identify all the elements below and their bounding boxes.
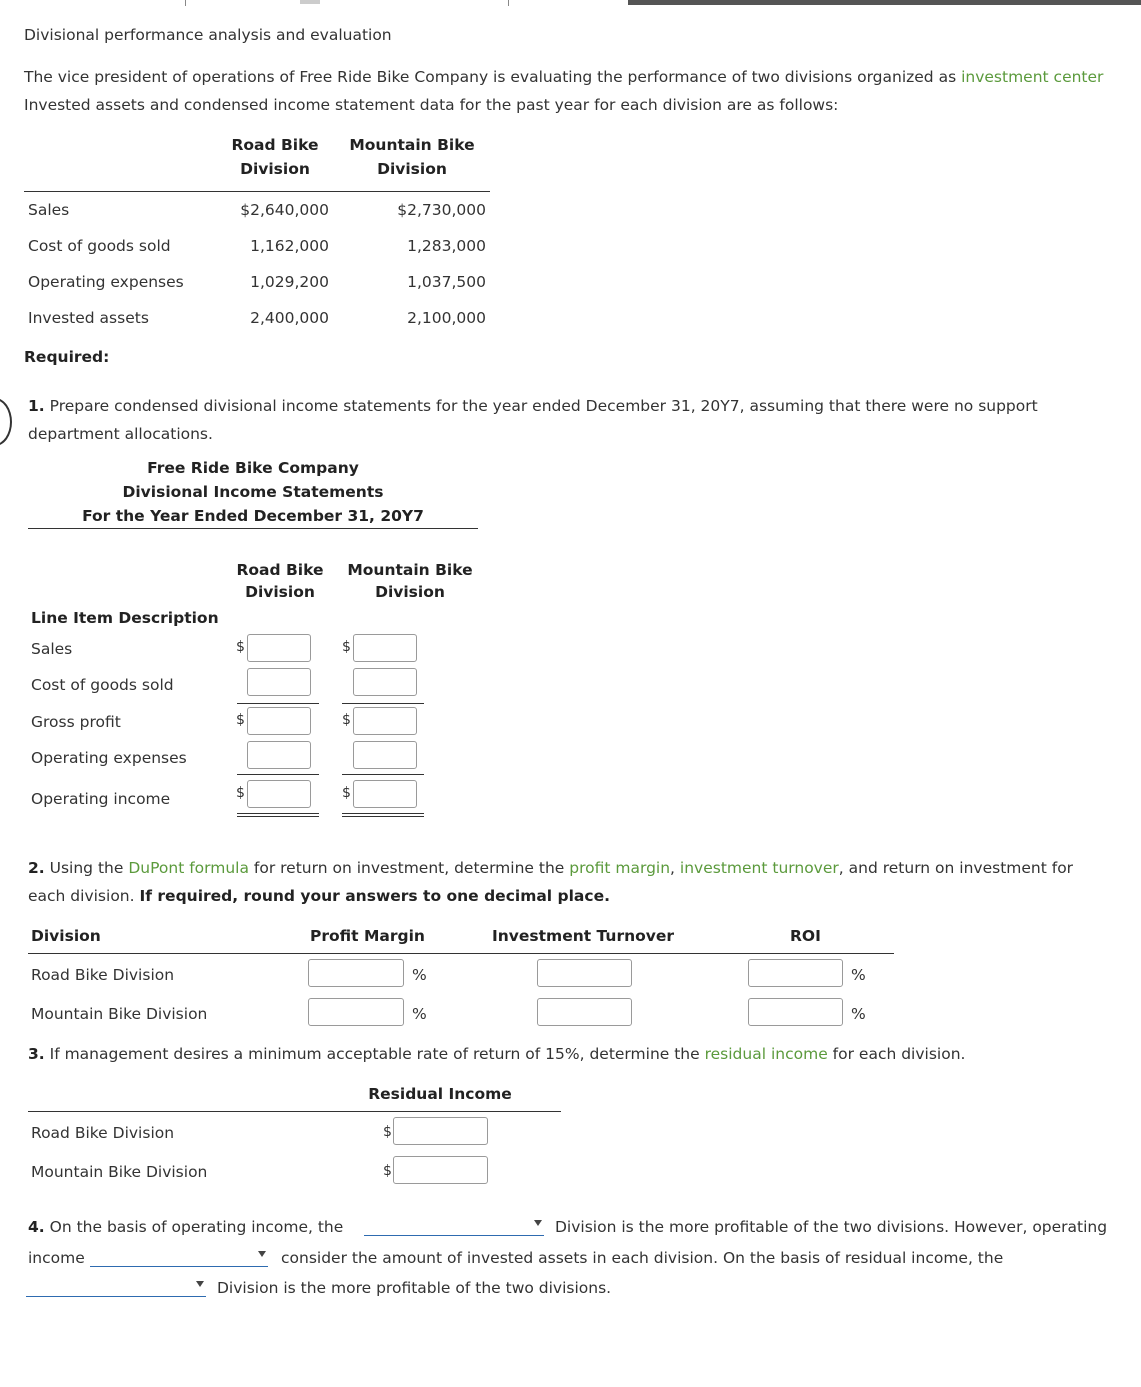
q3-header: Residual Income xyxy=(368,1085,512,1103)
road-cogs-input[interactable] xyxy=(247,668,311,696)
currency-symbol: $ xyxy=(342,712,351,728)
mountain-investment-turnover-input[interactable] xyxy=(537,998,632,1026)
q4-text-3: income xyxy=(28,1249,85,1267)
line-cogs: Cost of goods sold xyxy=(31,676,174,694)
currency-symbol: $ xyxy=(342,639,351,655)
road-residual-income-input[interactable] xyxy=(393,1117,488,1145)
q1-text: 1. Prepare condensed divisional income statements for the year ended December 31, 20Y7, assuming that there were no support xyxy=(28,397,1038,415)
row-label: Operating expenses xyxy=(28,273,184,291)
percent-sign: % xyxy=(412,966,427,984)
road-profit-margin-input[interactable] xyxy=(308,959,404,987)
row-label: Sales xyxy=(28,201,70,219)
chevron-down-icon xyxy=(258,1251,266,1257)
mountain-operating-income-input[interactable] xyxy=(353,780,417,808)
q2-row-mountain: Mountain Bike Division xyxy=(31,1005,208,1023)
investment-turnover-link[interactable]: investment turnover xyxy=(679,859,839,877)
line-gross-profit: Gross profit xyxy=(31,713,121,731)
statement-company: Free Ride Bike Company xyxy=(147,459,359,477)
mountain-gross-profit-input[interactable] xyxy=(353,707,417,735)
statement-title: Divisional Income Statements xyxy=(122,483,384,501)
investment-center-link[interactable]: investment center xyxy=(961,68,1104,86)
q4-division-select-1[interactable] xyxy=(364,1216,544,1236)
mountain-roi-input[interactable] xyxy=(748,998,843,1026)
line-sales: Sales xyxy=(31,640,73,658)
percent-sign: % xyxy=(851,966,866,984)
road-sales-input[interactable] xyxy=(247,634,311,662)
intro-paragraph-2: Invested assets and condensed income statement data for the past year for each division are as follows: xyxy=(24,96,839,114)
q4-text-5: Division is the more profitable of the two divisions. xyxy=(217,1279,612,1297)
percent-sign: % xyxy=(412,1005,427,1023)
q3-text: 3. If management desires a minimum acceptable rate of return of 15%, determine the residual income for each division. xyxy=(28,1045,966,1063)
subtotal-line xyxy=(342,703,424,704)
road-gross-profit-input[interactable] xyxy=(247,707,311,735)
road-investment-turnover-input[interactable] xyxy=(537,959,632,987)
road-roi-input[interactable] xyxy=(748,959,843,987)
q2-table-divider xyxy=(28,953,894,954)
q2-header-division: Division xyxy=(31,927,101,945)
total-double-line xyxy=(237,816,319,817)
q2-header-investment-turnover: Investment Turnover xyxy=(492,927,675,945)
col-header-mountain: Mountain Bike Division xyxy=(349,136,475,178)
mountain-value: 1,283,000 xyxy=(407,237,486,255)
row-label: Invested assets xyxy=(28,309,149,327)
q2-text: 2. Using the DuPont formula for return on investment, determine the profit margin, investment turnover, and return on investment for xyxy=(28,859,1074,877)
subtotal-line xyxy=(237,703,319,704)
q3-row-mountain: Mountain Bike Division xyxy=(31,1163,208,1181)
q4-text: 4. On the basis of operating income, the xyxy=(28,1218,344,1236)
statement-divider xyxy=(28,528,478,529)
mountain-residual-income-input[interactable] xyxy=(393,1156,488,1184)
subtotal-line xyxy=(237,774,319,775)
col-header-road: Road Bike Division xyxy=(231,136,319,178)
q1-col-mountain: Mountain Bike Division xyxy=(347,561,473,601)
road-value: 2,400,000 xyxy=(250,309,329,327)
currency-symbol: $ xyxy=(342,785,351,801)
q1-text-2: department allocations. xyxy=(28,425,213,443)
road-operating-expenses-input[interactable] xyxy=(247,741,311,769)
mountain-sales-input[interactable] xyxy=(353,634,417,662)
line-operating-income: Operating income xyxy=(31,790,171,808)
mountain-value: 1,037,500 xyxy=(407,273,486,291)
q2-row-road: Road Bike Division xyxy=(31,966,175,984)
total-double-line xyxy=(237,813,319,814)
q2-header-roi: ROI xyxy=(790,927,821,945)
residual-income-link[interactable]: residual income xyxy=(704,1045,828,1063)
subtotal-line xyxy=(342,774,424,775)
mountain-operating-expenses-input[interactable] xyxy=(353,741,417,769)
q3-row-road: Road Bike Division xyxy=(31,1124,175,1142)
dupont-formula-link[interactable]: DuPont formula xyxy=(128,859,249,877)
total-double-line xyxy=(342,813,424,814)
mountain-value: $2,730,000 xyxy=(397,201,486,219)
q1-col-road: Road Bike Division xyxy=(236,561,324,601)
page-title: Divisional performance analysis and evaluation xyxy=(24,26,392,44)
road-value: $2,640,000 xyxy=(240,201,329,219)
line-operating-expenses: Operating expenses xyxy=(31,749,187,767)
road-value: 1,162,000 xyxy=(250,237,329,255)
currency-symbol: $ xyxy=(383,1163,392,1179)
q4-income-select[interactable] xyxy=(90,1247,268,1267)
section-bracket xyxy=(0,398,12,446)
top-tab-bar xyxy=(0,0,1141,6)
q3-table-divider xyxy=(28,1111,561,1112)
line-item-header: Line Item Description xyxy=(31,609,219,627)
q4-division-select-2[interactable] xyxy=(26,1277,206,1297)
mountain-value: 2,100,000 xyxy=(407,309,486,327)
q2-header-profit-margin: Profit Margin xyxy=(310,927,425,945)
q4-text-4: consider the amount of invested assets in each division. On the basis of residual income, the xyxy=(281,1249,1004,1267)
q2-text-2: each division. If required, round your answers to one decimal place. xyxy=(28,887,610,905)
table-divider xyxy=(24,191,490,192)
profit-margin-link[interactable]: profit margin xyxy=(569,859,671,877)
q4-text-2: Division is the more profitable of the two divisions. However, operating xyxy=(555,1218,1108,1236)
percent-sign: % xyxy=(851,1005,866,1023)
intro-paragraph: The vice president of operations of Free Ride Bike Company is evaluating the performance of two divisions organized as investment center xyxy=(24,68,1104,86)
mountain-profit-margin-input[interactable] xyxy=(308,998,404,1026)
mountain-cogs-input[interactable] xyxy=(353,668,417,696)
statement-period: For the Year Ended December 31, 20Y7 xyxy=(82,507,424,525)
currency-symbol: $ xyxy=(236,639,245,655)
road-operating-income-input[interactable] xyxy=(247,780,311,808)
required-heading: Required: xyxy=(24,348,110,366)
row-label: Cost of goods sold xyxy=(28,237,171,255)
total-double-line xyxy=(342,816,424,817)
currency-symbol: $ xyxy=(236,785,245,801)
chevron-down-icon xyxy=(534,1220,542,1226)
currency-symbol: $ xyxy=(383,1124,392,1140)
chevron-down-icon xyxy=(196,1281,204,1287)
currency-symbol: $ xyxy=(236,712,245,728)
road-value: 1,029,200 xyxy=(250,273,329,291)
